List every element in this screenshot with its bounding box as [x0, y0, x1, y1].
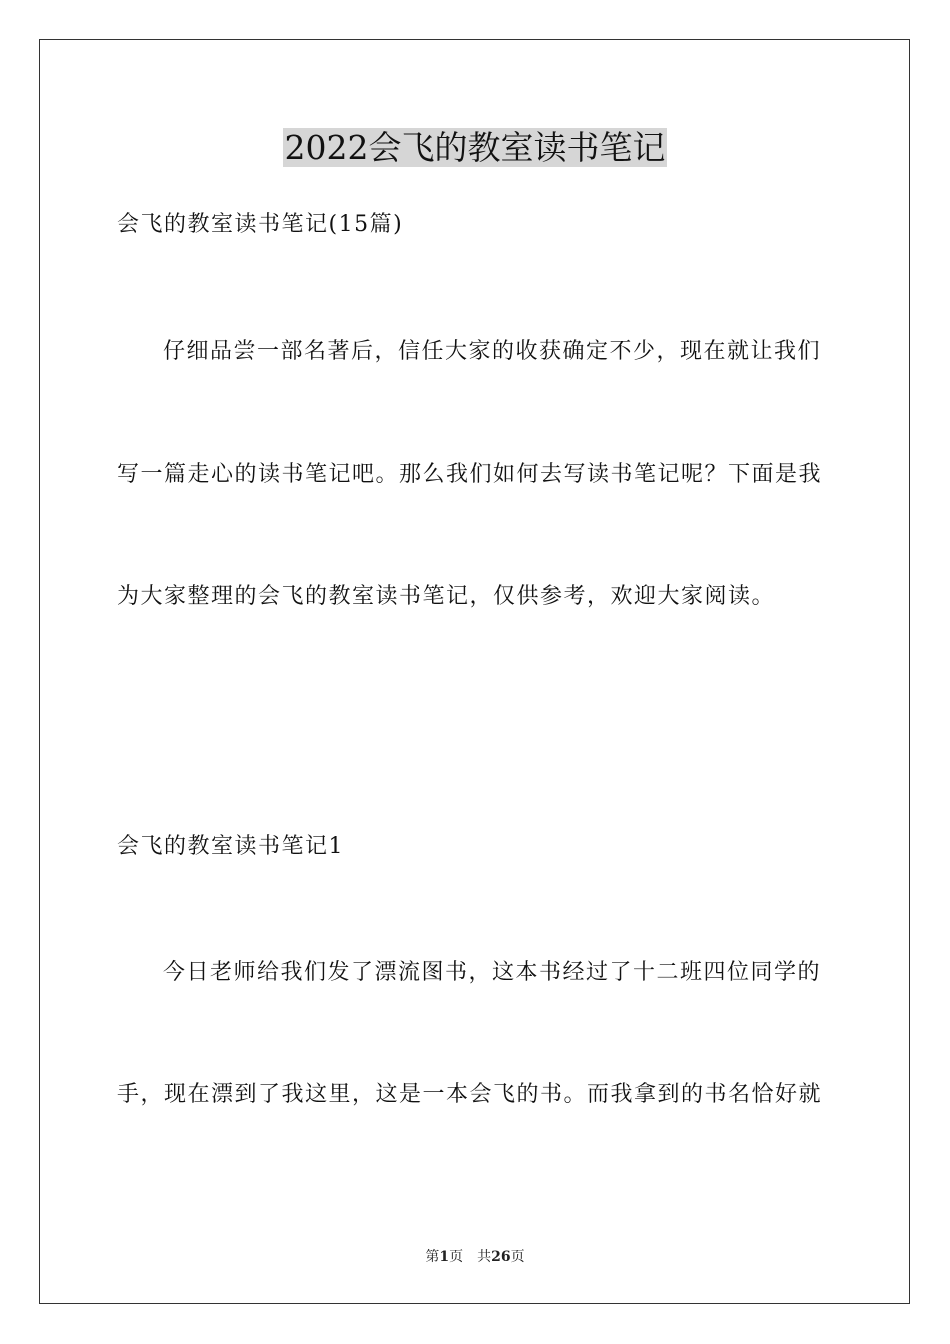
- total-suffix: 页: [510, 1249, 525, 1265]
- document-title: [0, 126, 950, 170]
- page-footer: [0, 1247, 950, 1267]
- total-prefix: 共: [477, 1249, 492, 1265]
- total-page-count: 26: [491, 1249, 511, 1265]
- intro-paragraph-line-3: 为大家整理的会飞的教室读书笔记，仅供参考，欢迎大家阅读。: [117, 584, 776, 609]
- page-suffix: 页: [449, 1249, 464, 1265]
- document-subtitle: 会飞的教室读书笔记(15篇): [117, 212, 404, 237]
- document-title-text: 2022会飞的教室读书笔记: [284, 128, 666, 167]
- page-prefix: 第: [425, 1249, 440, 1265]
- section-paragraph-line-1: 今日老师给我们发了漂流图书，这本书经过了十二班四位同学的: [163, 960, 822, 985]
- section-heading: 会飞的教室读书笔记1: [117, 834, 344, 859]
- intro-paragraph-line-2: 写一篇走心的读书笔记吧。那么我们如何去写读书笔记呢？下面是我: [117, 462, 823, 487]
- intro-paragraph-line-1: 仔细品尝一部名著后，信任大家的收获确定不少，现在就让我们: [163, 339, 822, 364]
- current-page-number: 1: [439, 1249, 450, 1265]
- section-paragraph-line-2: 手，现在漂到了我这里，这是一本会飞的书。而我拿到的书名恰好就: [117, 1082, 823, 1107]
